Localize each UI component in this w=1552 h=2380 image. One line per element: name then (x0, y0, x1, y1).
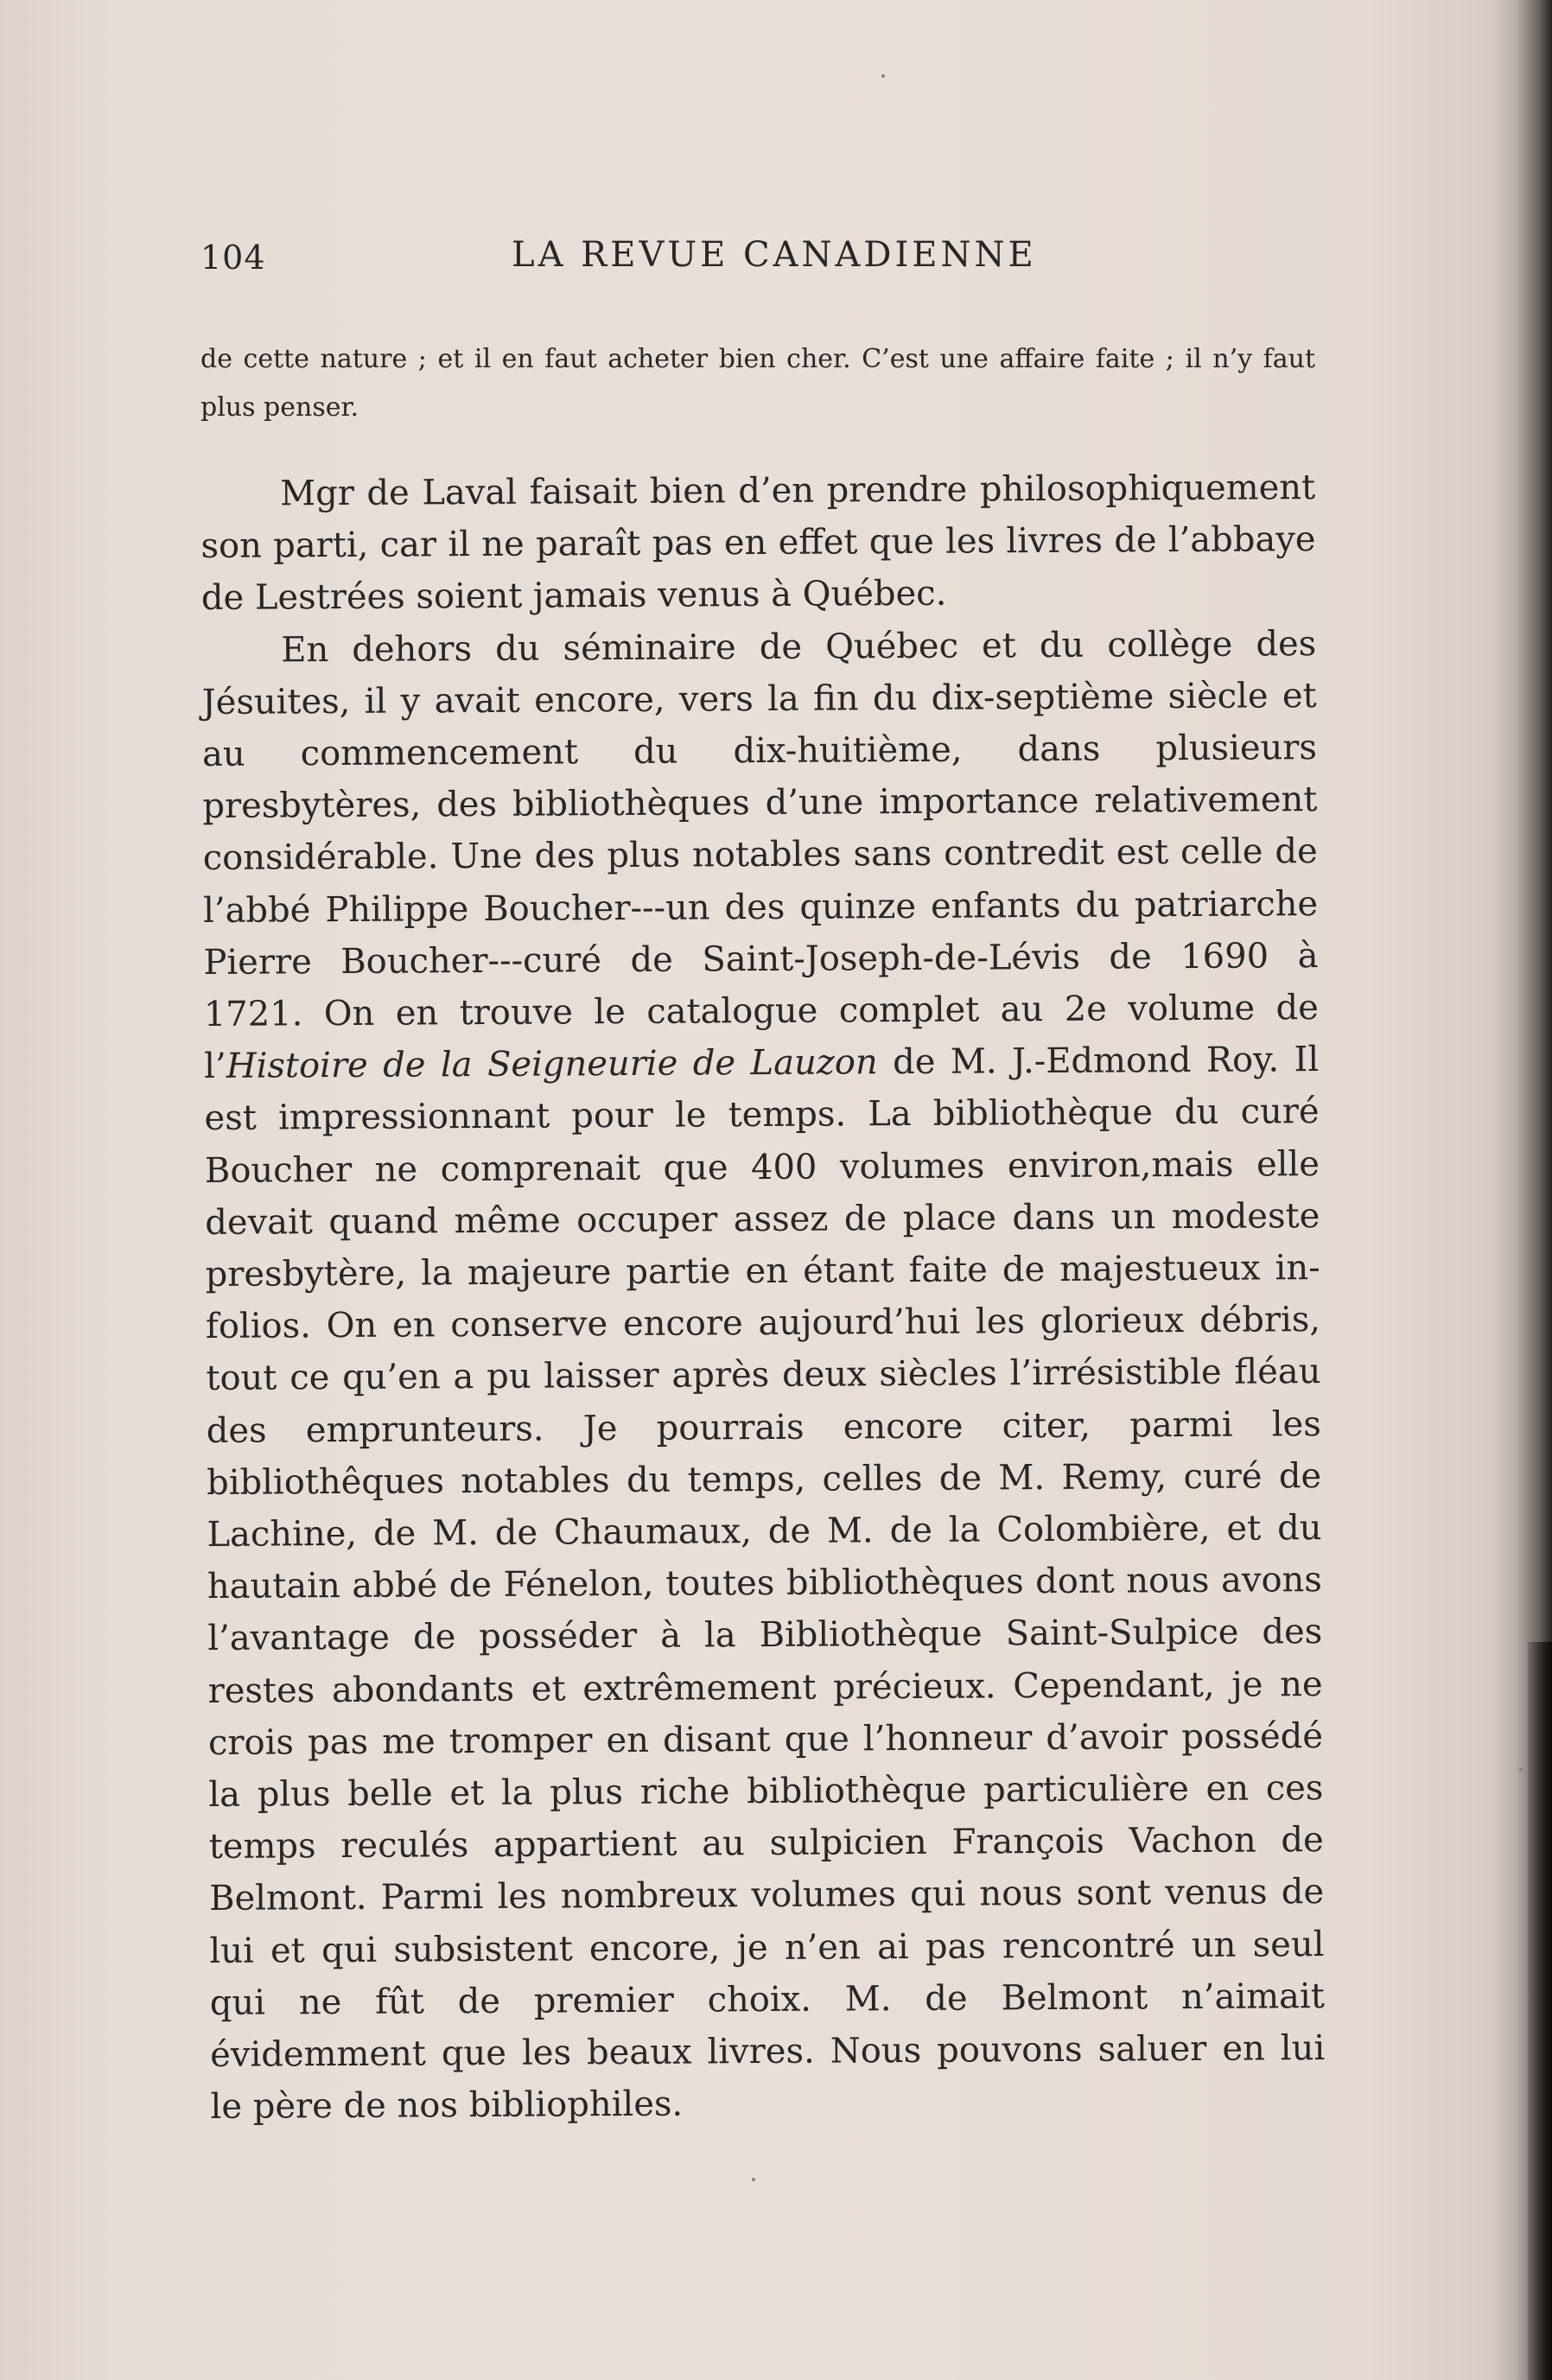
book-title-italic: Histoire de la Seigneurie de Lauzon (226, 1042, 878, 1087)
paper-speck (1519, 1768, 1523, 1772)
paragraph-1: Mgr de Laval faisait bien d’en prendre philosophiquement son parti, car il ne paraît pas en effet que les livres de l’abbaye de Lestrées soient jamais venus à Québec. (200, 468, 1316, 619)
paragraph-2 (201, 618, 1326, 2134)
running-title: LA REVUE CANADIENNE (512, 235, 1037, 275)
quoted-passage (200, 335, 1315, 432)
paper-speck (881, 74, 885, 78)
paragraph-2-text-a: En dehors du séminaire de Québec et du collège des Jésuites, il y avait encore, vers la fin du dix-septième siècle et au commencement du dix-huitième, dans plusieurs presbytères, des bibliothèques d’une importance relativement considérable. Une des plus notables sans contredit est celle de l’abbé Philippe Boucher---un des quinze enfants du patriarche Pierre Boucher---curé de Saint-Joseph-de-Lévis de 1690 à 1721. On en trouve le catalogue complet au 2e volume de l’ (201, 623, 1319, 1087)
quoted-text: de cette nature ; et il en faut acheter bien cher. C’est une affaire faite ; il n’y faut plus penser. (200, 344, 1315, 423)
body-text (200, 461, 1326, 2133)
paragraph-2-text-b: de M. J.-Edmond Roy. Il est impressionnant pour le temps. La bibliothèque du curé Boucher ne comprenait que 400 volumes environ,mais elle devait quand même occuper assez de place dans un modeste presbytère, la majeure partie en étant faite de majestueux in-folios. On en conserve encore aujourd’hui les glorieux débris, tout ce qu’en a pu laisser après deux siècles l’irrésistible fléau des emprunteurs. Je pourrais encore citer, parmi les bibliothêques notables du temps, celles de M. Remy, curé de Lachine, de M. de Chaumaux, de M. de la Colombière, et du hautain abbé de Fénelon, toutes bibliothèques dont nous avons l’avantage de posséder à la Bibliothèque Saint-Sulpice des restes abondants et extrêmement précieux. Cependant, je ne crois pas me tromper en disant que l’honneur d’avoir possédé la plus belle et la plus riche bibliothèque particulière en ces temps reculés appartient au sulpicien François Vachon de Belmont. Parmi les nombreux volumes qui nous sont venus de lui et qui subsistent encore, je n’en ai pas rencontré un seul qui ne fût de premier choix. M. de Belmont n’aimait évidemment que les beaux livres. Nous pouvons saluer en lui le père de nos bibliophiles. (204, 1040, 1326, 2128)
page-number: 104 (200, 239, 266, 277)
page-header (200, 232, 1315, 283)
page-edge-shadow (1528, 1642, 1552, 2380)
paper-speck (752, 2178, 755, 2181)
